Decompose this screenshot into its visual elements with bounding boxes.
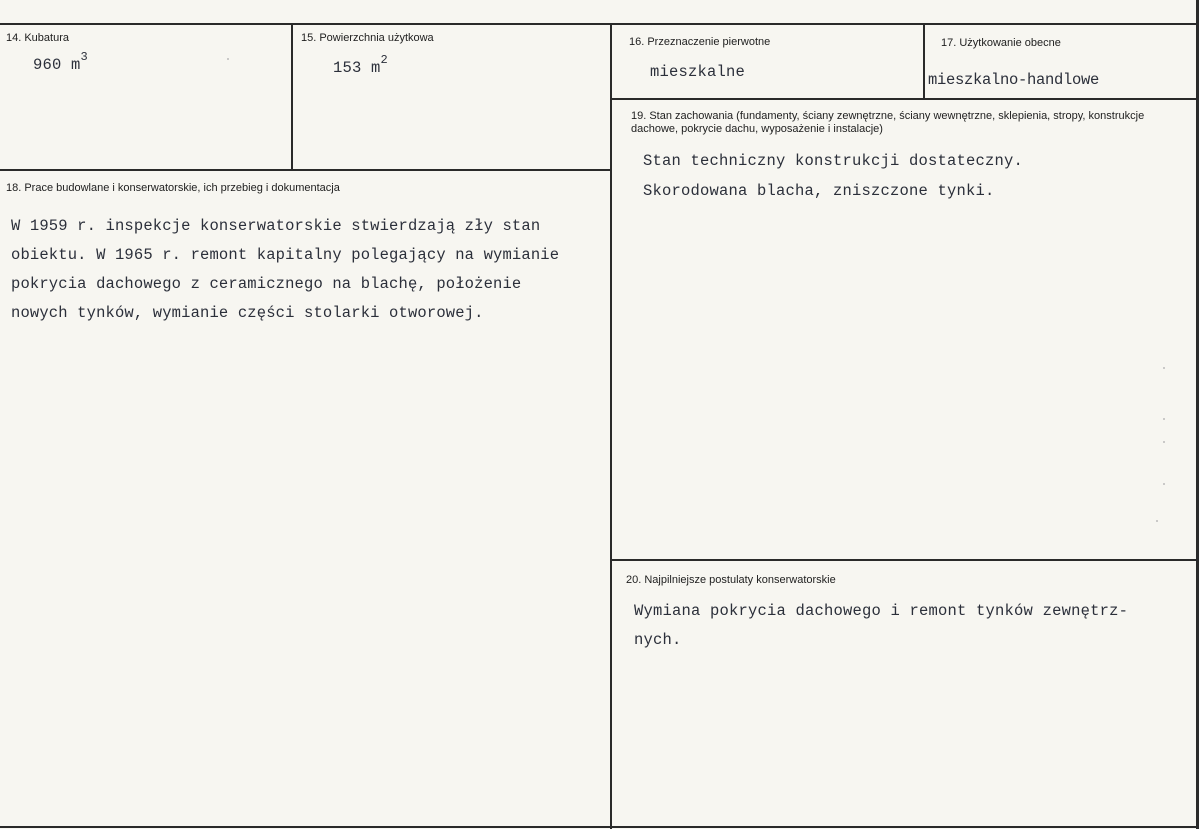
field-18-label: 18. Prace budowlane i konserwatorskie, ich przebieg i dokumentacja [6,182,340,194]
field-15-label: 15. Powierzchnia użytkowa [301,32,434,44]
divider-main [610,23,612,829]
field-14-label: 14. Kubatura [6,32,69,44]
top-rule [0,23,1199,25]
paper-speck [1163,367,1165,369]
paper-speck [1163,483,1165,485]
field-17-label: 17. Użytkowanie obecne [941,37,1061,49]
paper-speck [1163,441,1165,443]
field-14-value: 960 $m^3$ [33,50,88,74]
divider-14-15 [291,23,293,171]
field-16-value: mieszkalne [650,63,746,81]
rule-under-14-15 [0,169,612,171]
field-20-label: 20. Najpilniejsze postulaty konserwatorskie [626,574,836,586]
field-16-label: 16. Przeznaczenie pierwotne [629,36,771,48]
paper-speck [1163,418,1165,420]
bottom-rule [0,826,1199,828]
rule-under-16-17 [612,98,1199,100]
field-19-text: Stan techniczny konstrukcji dostateczny. Skorodowana blacha, zniszczone tynki. [643,152,1024,200]
field-18-text: W 1959 r. inspekcje konserwatorskie stwierdzają zły stan obiektu. W 1965 r. remont kapitalny polegający na wymianie pokrycia dachowego z ceramicznego na blachę, położenie nowych tynków, wymianie części stolarki otworowej. [11,217,560,322]
divider-16-17 [923,23,925,100]
rule-above-20 [612,559,1199,561]
paper-speck [1156,520,1158,522]
field-15-value: 153 $m^2$ [333,53,388,77]
field-17-value: mieszkalno-handlowe [928,71,1100,89]
field-19-label: 19. Stan zachowania (fundamenty, ściany zewnętrzne, ściany wewnętrzne, sklepienia, stropy, konstrukcje dachowe, pokrycie dachu, wyposażenie i instalacje) [631,110,1145,135]
paper-speck [227,58,229,60]
field-20-text: Wymiana pokrycia dachowego i remont tynków zewnętrz- nych. [634,602,1129,649]
